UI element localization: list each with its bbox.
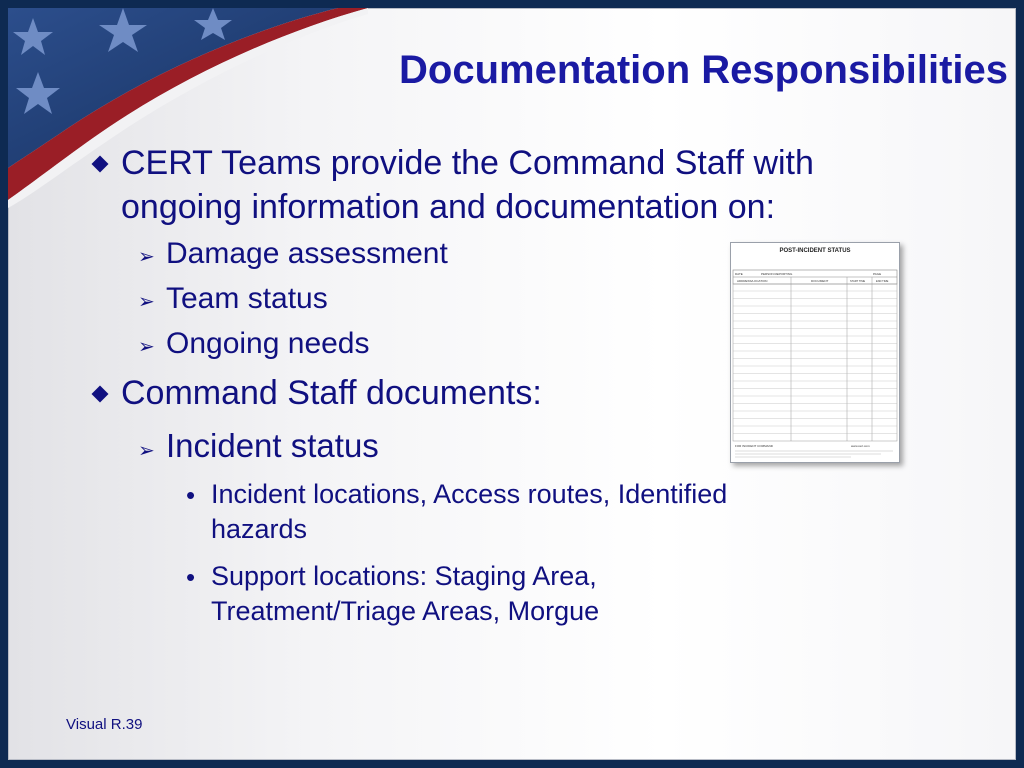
sub-bullet: Damage assessment [166, 237, 448, 270]
arrow-bullet-icon: ➢ [138, 244, 155, 268]
sub-bullet: Incident status [166, 427, 379, 464]
form-header-cell: PAGE [873, 272, 882, 276]
diamond-bullet-icon [92, 386, 109, 403]
form-header-cell: DATE [735, 272, 743, 276]
page-title: Documentation Responsibilities [399, 48, 1008, 92]
form-grid [733, 277, 897, 441]
bullet-text: Command Staff documents: [121, 374, 542, 412]
sub-sub-bullet: Treatment/Triage Areas, Morgue [211, 596, 600, 626]
sub-bullet: Team status [166, 282, 328, 315]
bullet-text: ongoing information and documentation on: [121, 188, 776, 226]
diamond-bullet-icon [92, 156, 109, 173]
sub-sub-bullet: Support locations: Staging Area, [211, 561, 597, 591]
form-column-header: END TIME [876, 280, 889, 283]
form-column-header: START TIME [850, 280, 866, 283]
slide [8, 8, 1016, 760]
form-column-header: ADDRESS/LOCATION [737, 279, 768, 283]
form-footer: www.cert.com [851, 444, 870, 448]
form-column-header: DOCUMENT [811, 279, 829, 283]
dot-bullet-icon: • [186, 562, 196, 592]
form-drawing [731, 243, 899, 462]
sub-sub-bullet: hazards [211, 514, 308, 544]
bullet-text: CERT Teams provide the Command Staff with [121, 144, 814, 182]
arrow-bullet-icon: ➢ [138, 334, 155, 358]
arrow-bullet-icon: ➢ [138, 289, 155, 313]
form-header-cell: PERSON REPORTING [761, 272, 793, 276]
arrow-bullet-icon: ➢ [138, 438, 155, 462]
form-title: POST-INCIDENT STATUS [779, 248, 851, 254]
slide-footer: Visual R.39 [66, 716, 143, 733]
sub-bullet: Ongoing needs [166, 327, 370, 360]
dot-bullet-icon: • [186, 480, 196, 510]
form-rows [733, 291, 897, 434]
form-footer: FOR INCIDENT COMMAND [735, 444, 773, 448]
post-incident-status-form-image [730, 242, 900, 463]
sub-sub-bullet: Incident locations, Access routes, Identified [211, 479, 728, 509]
